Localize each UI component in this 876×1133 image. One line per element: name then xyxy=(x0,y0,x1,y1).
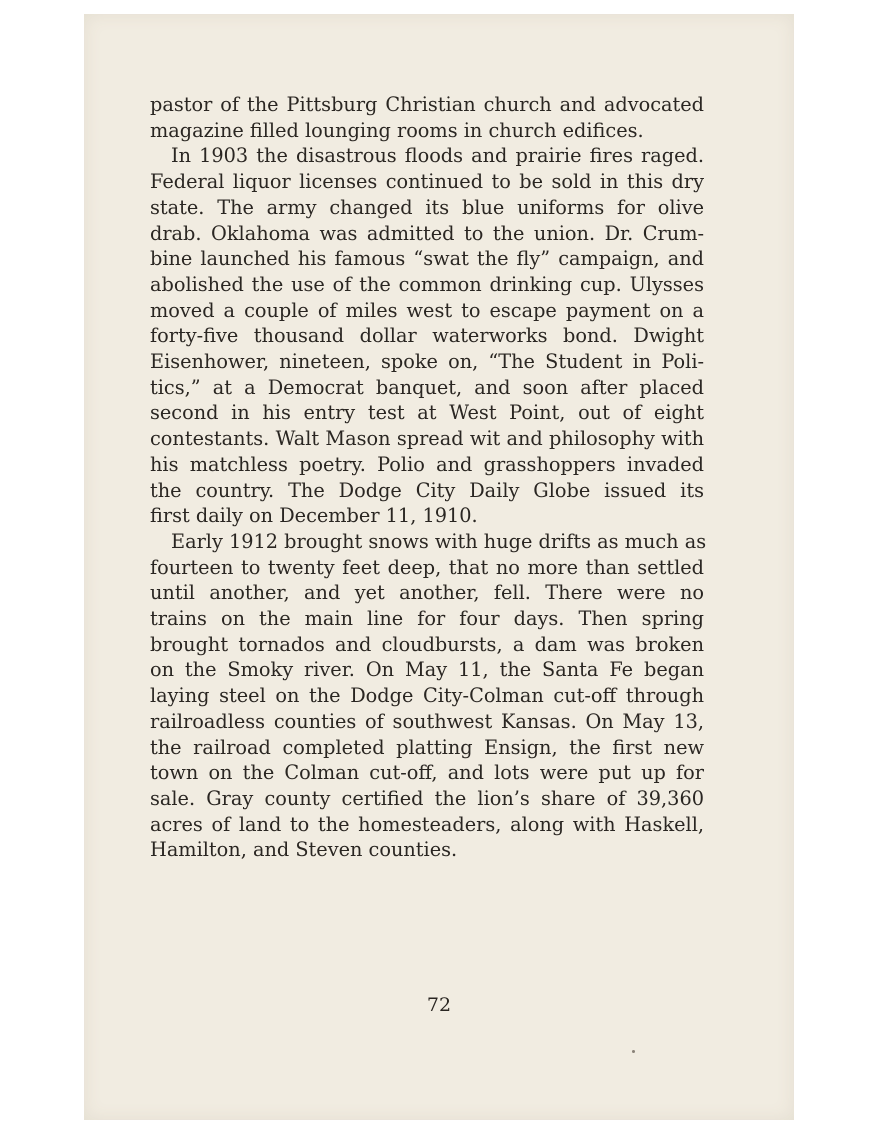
text-line: magazine filled lounging rooms in church edifices. xyxy=(150,118,644,142)
text-line: first daily on December 11, 1910. xyxy=(150,504,478,528)
text-line: Early 1912 brought snows with huge drifts as much as xyxy=(171,529,707,553)
text-line: state. The army changed its blue uniforms for olive xyxy=(150,195,704,219)
paragraph xyxy=(150,92,704,143)
text-line: abolished the use of the common drinking cup. Ulysses xyxy=(150,272,704,296)
text-line: bine launched his famous “swat the fly” campaign, and xyxy=(150,247,704,271)
text-line: the railroad completed platting Ensign, the first new xyxy=(150,735,704,759)
page-number: 72 xyxy=(426,994,452,1016)
text-line: the country. The Dodge City Daily Globe issued its xyxy=(150,478,704,502)
text-line: fourteen to twenty feet deep, that no more than settled xyxy=(150,555,704,579)
text-line: forty-five thousand dollar waterworks bond. Dwight xyxy=(150,324,704,348)
text-line: his matchless poetry. Polio and grasshoppers invaded xyxy=(150,452,704,476)
text-line: brought tornados and cloudbursts, a dam was broken xyxy=(150,632,704,656)
text-line: until another, and yet another, fell. There were no xyxy=(150,581,704,605)
text-line: laying steel on the Dodge City-Colman cut-off through xyxy=(150,684,704,708)
text-line: Hamilton, and Steven counties. xyxy=(150,838,458,862)
text-line: railroadless counties of southwest Kansas. On May 13, xyxy=(150,709,704,733)
text-line: trains on the main line for four days. Then spring xyxy=(150,607,704,631)
text-line: pastor of the Pittsburg Christian church and advocated xyxy=(150,93,704,116)
paper-speck xyxy=(632,1050,635,1053)
book-page xyxy=(84,14,794,1120)
text-line: on the Smoky river. On May 11, the Santa Fe began xyxy=(150,658,704,682)
body-text xyxy=(150,92,707,863)
text-line: In 1903 the disastrous floods and prairie fires raged. xyxy=(171,144,704,168)
text-line: moved a couple of miles west to escape payment on a xyxy=(150,298,704,322)
text-line: town on the Colman cut-off, and lots were put up for xyxy=(150,761,704,785)
text-line: Federal liquor licenses continued to be sold in this dry xyxy=(150,170,704,194)
paragraph xyxy=(150,529,707,863)
text-line: contestants. Walt Mason spread wit and philosophy with xyxy=(150,427,704,451)
text-line: acres of land to the homesteaders, along with Haskell, xyxy=(150,812,704,836)
text-line: sale. Gray county certified the lion’s share of 39,360 xyxy=(150,786,704,810)
text-line: second in his entry test at West Point, out of eight xyxy=(150,401,704,425)
text-line: Eisenhower, nineteen, spoke on, “The Student in Poli- xyxy=(150,350,704,374)
paragraph xyxy=(150,143,704,529)
text-line: tics,” at a Democrat banquet, and soon after placed xyxy=(150,375,704,399)
text-line: drab. Oklahoma was admitted to the union. Dr. Crum- xyxy=(150,221,704,245)
